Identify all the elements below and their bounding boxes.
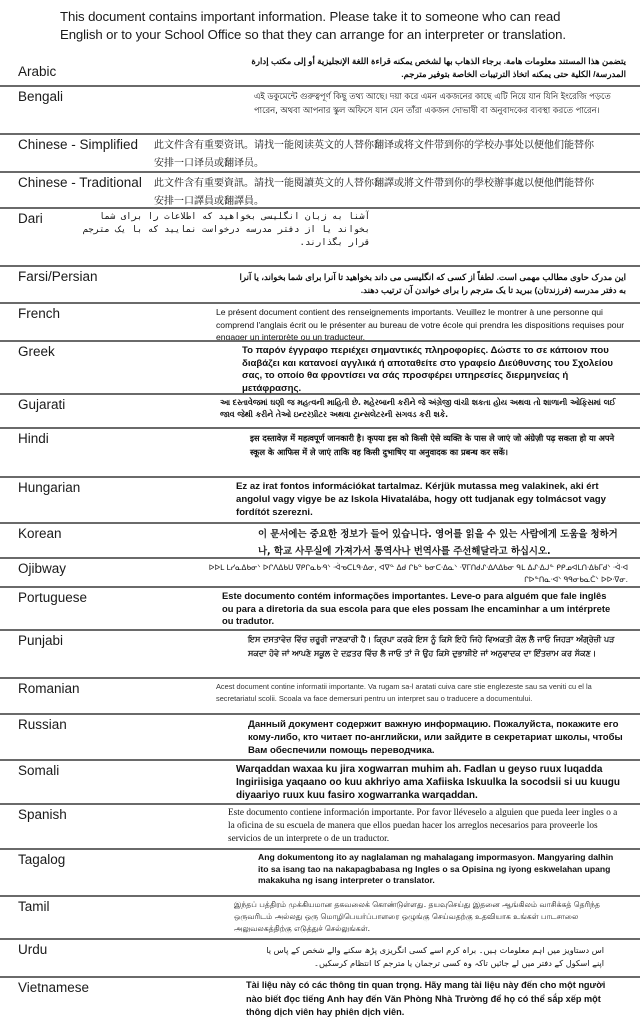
row-hindi — [0, 427, 640, 476]
translation-text: இந்தப் பத்திரம் முக்கியமான தகவலைக் கொண்டுள்ளது. தயவுசெய்து இதனை ஆங்கிலம் வாசிக்கத் தெரிந்த ஒருவரிடம் அல்லது ஒரு மொழிபெயர்ப்பாளரை ஒழுங்கு செய்வதற்கு உதவியாக உங்கள் பாடசாலை அலுவலகத்திற்கு எடுத்துச் செல்லுங்கள். — [234, 900, 600, 933]
language-label: Punjabi — [18, 633, 64, 648]
language-label: Arabic — [18, 64, 57, 79]
translation-text: Acest document contine informatii importante. Va rugam sa-l aratati cuiva care stie englezeste sau sa veniti cu el la secretariatul scolii. Scoala va face demersuri pentru un interpret sau o traducere a documentului. — [216, 682, 592, 703]
language-label: Tamil — [18, 899, 50, 914]
translation-text: يتضمن هذا المستند معلومات هامة. برجاء الذهاب بها لشخص يمكنه قراءة اللغة الإنجليزية أو إلى مكتب إدارة المدرسة/ الكلية حتى يمكنه اتخاذ الترتيبات الخاصة بتوفير مترجم. — [251, 56, 626, 79]
row-gujarati — [0, 393, 640, 427]
language-label: Korean — [18, 526, 62, 541]
row-urdu — [0, 938, 640, 976]
row-spanish — [0, 803, 640, 848]
translation-text: Το παρόν έγγραφο περιέχει σημαντικές πληροφορίες. Δώστε το σε κάποιον που διαβάζει και κατανοεί αγγλικά ή αποταθείτε στο γραφείο Διεύθυνσης του Σχολείου σας, το οποίο θα φροντίσει να σάς προσφέρει υπηρεσίες διερμηνείας ή μετάφρασης. — [242, 345, 614, 394]
row-farsi — [0, 265, 640, 302]
translation-text: این مدرک حاوی مطالب مهمی است. لطفاً از کسی که انگلیسی می داند بخواهید تا آنرا برای شما بخواند، یا آنرا به دفتر مدرسه (فرزندتان) ببرید تا یک مترجم را برای خواندن آن ترتیب دهند. — [239, 272, 626, 295]
language-label: Hungarian — [18, 480, 81, 495]
translation-text: اس دستاویز میں اہم معلومات ہیں۔ براہ کرم اسے کسی انگریزی پڑھ سکنے والے شخص کے پاس یا اپنے اسکول کے دفتر میں لے جائیں تاکہ وہ کسی ترجمان یا مترجم کا انتظام کرسکیں۔ — [266, 945, 604, 968]
row-portuguese — [0, 586, 640, 629]
row-chinese-simplified — [0, 133, 640, 171]
language-label: Ojibway — [18, 561, 67, 576]
translation-text: آشنا به زبان انگلیسی بخواهید که اطلاعات را برای شما بخواند یا از دفتر مدرسه درخواست نمایید که با یک مترجم قرار بگذارند. — [82, 212, 370, 248]
translation-text: આ દસ્તાવેજમાં ઘણી જ મહત્વની માહિતી છે. મહેરબાની કરીને જે અંગ્રેજી વાંચી શકતા હોય અથવા તો શાળાની ઓફિસમાં લઈ જાવ જેથી કરીને તેઓ ઇન્ટરપ્રીટર અથવા ટ્રાન્સલેટરની સગવડ કરી શકે. — [220, 398, 616, 419]
row-arabic — [0, 58, 640, 85]
language-label: Gujarati — [18, 397, 66, 412]
translation-text: Данный документ содержит важную информацию. Пожалуйста, покажите его кому-либо, кто читает по-английски, или зайдите в секретариат школы, чтобы Вам обеспечили помощь переводчика. — [248, 719, 623, 756]
language-label: Portuguese — [18, 590, 88, 605]
language-label: Tagalog — [18, 852, 66, 867]
row-chinese-traditional — [0, 171, 640, 207]
translation-text: 이 문서에는 중요한 정보가 들어 있습니다. 영어를 읽을 수 있는 사람에게 도움을 청하거나, 학교 사무실에 가져가서 통역사나 번역사를 주선해달라고 하십시오. — [258, 529, 618, 557]
notice-header — [60, 8, 640, 44]
row-punjabi — [0, 629, 640, 677]
language-label: Dari — [18, 211, 43, 226]
language-label: Russian — [18, 717, 67, 732]
language-label: Urdu — [18, 942, 48, 957]
translation-text: Ez az irat fontos információkat tartalmaz. Kérjük mutassa meg valakinek, aki ért angolul vagy vigye be az Iskola Hivatalába, hogy ott tudjanak egy tolmácsot vagy fordítót szerezni. — [236, 481, 607, 518]
notice-line-2: English or to your School Office so that they can arrange for an interpreter or translation. — [60, 27, 566, 42]
language-label: Romanian — [18, 681, 80, 696]
language-label: Spanish — [18, 807, 67, 822]
row-somali — [0, 759, 640, 803]
row-bengali — [0, 85, 640, 133]
translation-text: Ang dokumentong ito ay naglalaman ng mahalagang impormasyon. Mangyaring dalhin ito sa isang tao na nakapagbabasa ng Ingles o sa Opisina ng iyong eskwelahan upang makakuha ng isang interpreter o translator. — [258, 852, 614, 885]
row-tagalog — [0, 848, 640, 895]
language-label: Somali — [18, 763, 60, 778]
language-label: Hindi — [18, 431, 49, 446]
row-french — [0, 302, 640, 340]
translation-text: ᐅᐅᒪ ᒪᓯᓇᐃᑲᓂᐠ ᐅᒋᐱᐃᑲᑌ ᐁᑭᒋᓇᑲᐧᑫᐠ ᐧᐋᓀᑕᒪᑫᐧᐃᓂ, ᐊᐁᓐ ᐃᑯ ᒋᑲᓐ ᑲᓂᑕᐧᐃᓇᐠ ᐧᐁᒥᑎᑯᔑᐧᐃᐱᐃᑲᓂ ᑫᒪ ᐃᔑᐧᐃᒍᓐ ᑭᑭᓄᐊᒪᑎᐧᐃᑲᒥᑯᐠ ᐧᐋᐧᐊ ᒋᐅᓐᑎᓇᐧᐊᐠ ᑫᑫᓂᑲᓇᑖᐠ ᐅᐅᐧᐁᓂ. — [208, 563, 628, 584]
language-label: Farsi/Persian — [18, 269, 98, 284]
row-ojibway — [0, 557, 640, 586]
row-dari — [0, 207, 640, 265]
language-label: Chinese - Simplified — [18, 137, 139, 152]
language-label: French — [18, 306, 61, 321]
row-vietnamese — [0, 976, 640, 1028]
notice-line-1: This document contains important information. Please take it to someone who can read — [60, 9, 561, 24]
translation-text: Este documento contém informações importantes. Leve-o para alguém que fale inglês ou para a diretoria da sua escola para que eles possam lhe encaminhar a um intérprete ou tradutor. — [222, 590, 611, 627]
translation-text: 此文件含有重要资讯。请找一能阅读英文的人替你翻译或将文件带到你的学校办事处以便他们能替你安排一口译员或翻译员。 — [154, 140, 594, 169]
translation-text: Warqaddan waxaa ku jira xogwarran muhim ah. Fadlan u geyso ruux luqadda Ingiriisiga yaqaano oo kuu akhriyo ama Xafiiska Iskuulka la socodsii si uu kuugu diyaariyo ruux kuu fasiro xogwarranka warqaddan. — [236, 764, 621, 801]
language-label: Bengali — [18, 89, 64, 104]
translation-text: इस दस्तावेज़ में महत्वपूर्ण जानकारी है। कृपया इस को किसी ऐसे व्यक्ति के पास ले जाएं जो अंग्रेज़ी पढ़ सकता हो या अपने स्कूल के आफिस में ले जाएं ताकि वह किसी दुभाषिए या अनुवादक का प्रबन्ध कर सकें। — [250, 433, 615, 457]
row-korean — [0, 522, 640, 557]
translation-text: Este documento contiene información importante. Por favor lléveselo a alguien que pueda leer ingles o a la oficina de su escuela de manera que ellos puedan hacer los arreglos necesarios para proveerle los servicios de un interprete o de un traductor. — [228, 808, 618, 844]
row-hungarian — [0, 476, 640, 522]
translation-text: Tài liệu này có các thông tin quan trọng. Hãy mang tài liệu này đến cho một người nào biết đọc tiếng Anh hay đến Văn Phòng Nhà Trường để họ có thể sắp xếp một thông dịch viên hay phiên dịch viên. — [246, 980, 606, 1017]
row-tamil — [0, 895, 640, 938]
row-romanian — [0, 677, 640, 713]
row-greek — [0, 340, 640, 393]
row-russian — [0, 713, 640, 759]
translation-text: ਇਸ ਦਸਤਾਵੇਜ਼ ਵਿੱਚ ਜ਼ਰੂਰੀ ਜਾਣਕਾਰੀ ਹੈ। ਕ੍ਰਿਪਾ ਕਰਕੇ ਇਸ ਨੂੰ ਕਿਸੇ ਇਹੋ ਜਿਹੇ ਵਿਅਕਤੀ ਕੋਲ ਲੈ ਜਾਓ ਜਿਹੜਾ ਅੰਗ੍ਰੇਜ਼ੀ ਪੜ ਸਕਦਾ ਹੋਵੇ ਜਾਂ ਆਪਣੇ ਸਕੂਲ ਦੇ ਦਫ਼ਤਰ ਵਿੱਚ ਲੈ ਜਾਓ ਤਾਂ ਜੋ ਉਹ ਕਿਸੇ ਦੁਭਾਸ਼ੀਏ ਜਾਂ ਅਨੁਵਾਦਕ ਦਾ ਇੰਤਜ਼ਾਮ ਕਰ ਸੱਕਣ। — [248, 635, 615, 658]
translation-text: এই ডকুমেন্টে গুরুত্বপূর্ণ কিছু তথ্য আছে। দয়া করে এমন একজনের কাছে এটি নিয়ে যান যিনি ইংরেজি পড়তে পারেন, অথবা আপনার স্কুল অফিসে যান যেন তাঁরা একজন দোভাষী বা অনুবাদকের ব্যবস্থা করতে পারেন। — [254, 91, 611, 115]
language-label: Vietnamese — [18, 980, 90, 995]
language-label: Chinese - Traditional — [18, 175, 142, 190]
translation-text: Le présent document contient des renseignements importants. Veuillez le montrer à une personne qui comprend l'anglais écrit ou le présenter au bureau de votre école qui prendra les dispositions requises pour engager un interprète ou un traducteur. — [216, 307, 625, 342]
language-label: Greek — [18, 344, 55, 359]
translation-text: 此文件含有重要資訊。請找一能閱讀英文的人替你翻譯或將文件帶到你的學校辦事處以便他們能替你安排一口譯員或翻譯員。 — [154, 178, 594, 207]
